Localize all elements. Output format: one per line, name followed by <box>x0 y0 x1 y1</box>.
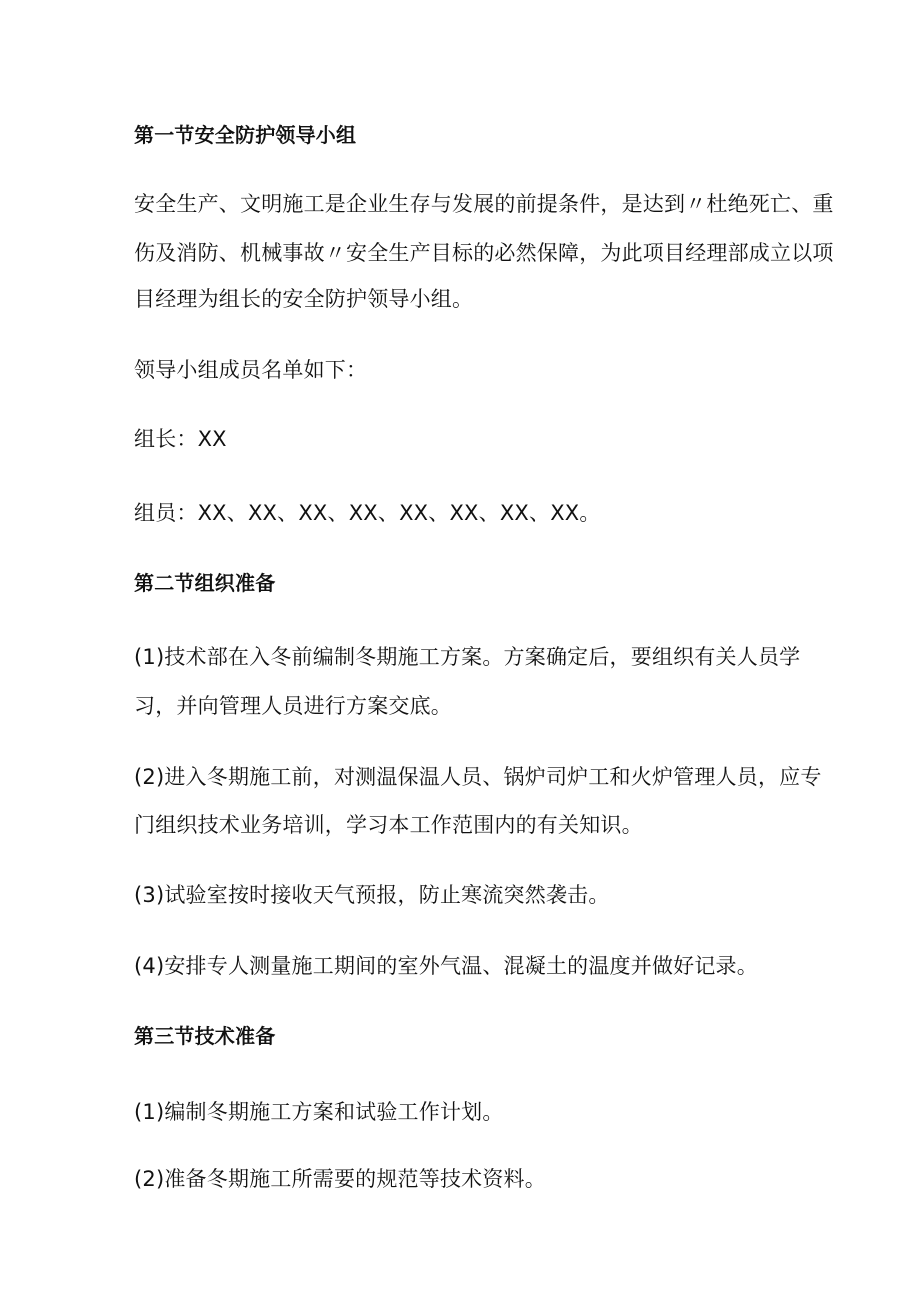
section-1-paragraph-line-2: 伤及消防、机械事故〃安全生产目标的必然保障，为此项目经理部成立以项 <box>134 241 834 265</box>
section-3-heading: 第三节技术准备 <box>134 1024 276 1048</box>
group-leader: 组长：XX <box>134 427 227 451</box>
section-3-item-1: (1)编制冬期施工方案和试验工作计划。 <box>134 1100 504 1124</box>
section-2-item-1-line-1: (1)技术部在入冬前编制冬期施工方案。方案确定后，要组织有关人员学 <box>134 645 801 669</box>
section-2-item-1-line-2: 习，并向管理人员进行方案交底。 <box>134 694 452 718</box>
section-2-item-2-line-1: (2)进入冬期施工前，对测温保温人员、锅炉司炉工和火炉管理人员，应专 <box>134 765 822 789</box>
members-intro: 领导小组成员名单如下： <box>134 358 368 382</box>
group-members: 组员：XX、XX、XX、XX、XX、XX、XX、XX。 <box>134 501 601 525</box>
section-2-item-3: (3)试验室按时接收天气预报，防止寒流突然袭击。 <box>134 883 610 907</box>
section-2-heading: 第二节组织准备 <box>134 571 276 595</box>
section-3-item-2: (2)准备冬期施工所需要的规范等技术资料。 <box>134 1167 546 1191</box>
section-2-item-2-line-2: 门组织技术业务培训，学习本工作范围内的有关知识。 <box>134 813 643 837</box>
section-2-item-4: (4)安排专人测量施工期间的室外气温、混凝土的温度并做好记录。 <box>134 954 758 978</box>
section-1-heading: 第一节安全防护领导小组 <box>134 123 357 147</box>
section-1-paragraph-line-1: 安全生产、文明施工是企业生存与发展的前提条件，是达到〃杜绝死亡、重 <box>134 192 834 216</box>
section-1-paragraph-line-3: 目经理为组长的安全防护领导小组。 <box>134 287 474 311</box>
